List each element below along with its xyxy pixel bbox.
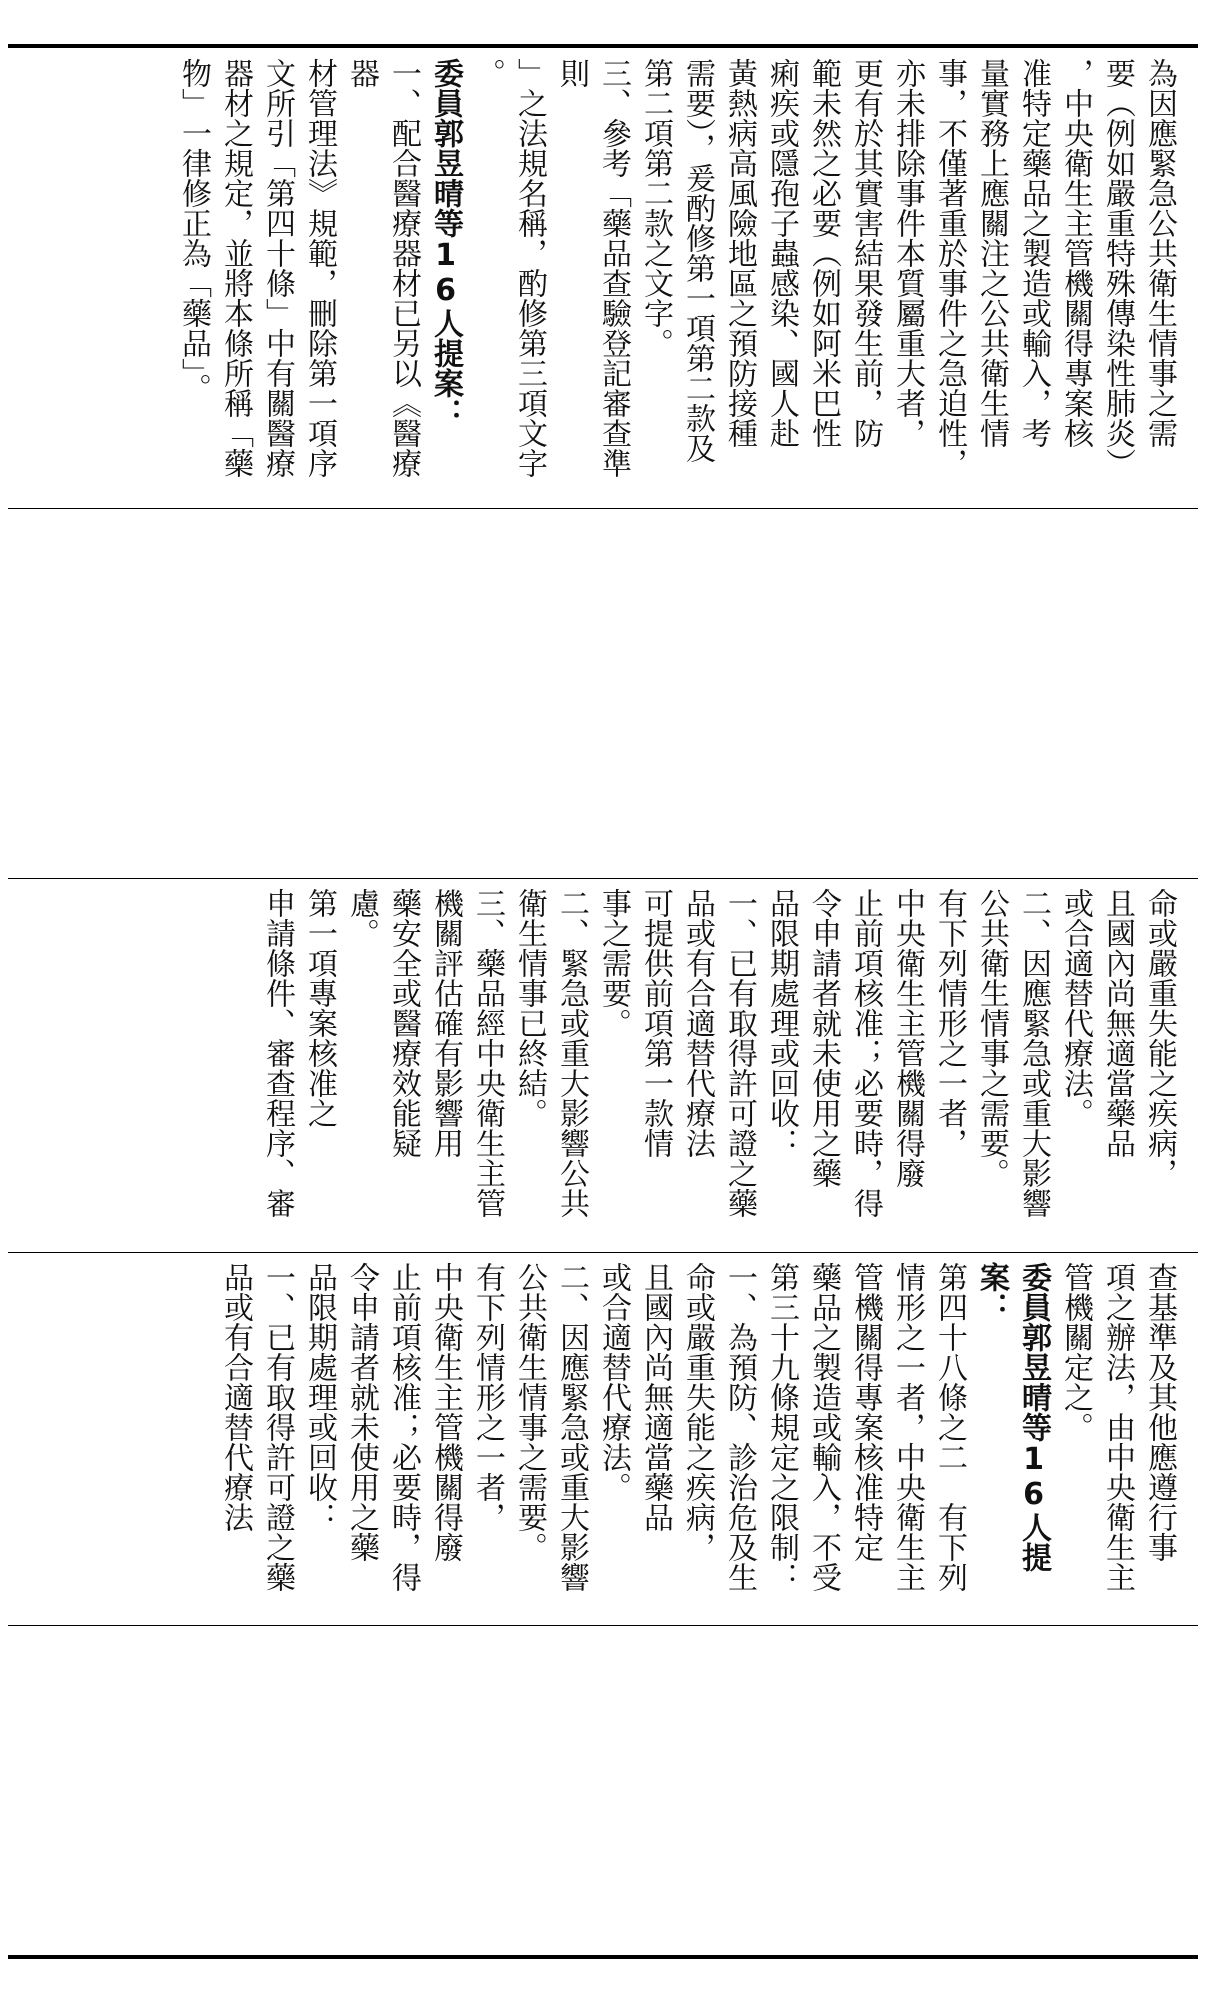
middle-upper-article-column: [30, 888, 1180, 1244]
text-line: 公共衛生情事之需要。: [974, 888, 1009, 1188]
text-line: 亦未排除事件本質屬重大者，: [890, 58, 925, 448]
top-thick-rule: [8, 44, 1198, 48]
text-line: 二、因應緊急或重大影響: [1016, 888, 1051, 1218]
middle-panel-top-rule: [8, 878, 1198, 879]
text-line: 一、為預防、診治危及生: [722, 1262, 757, 1592]
middle-lower-article-column: [30, 1262, 1180, 1618]
text-line: 二、因應緊急或重大影響: [554, 1262, 589, 1592]
text-line: 範未然之必要（例如阿米巴性: [806, 58, 841, 448]
text-line: 管機關得專案核准特定: [848, 1262, 883, 1562]
text-line: 事，不僅著重於事件之急迫性，: [932, 58, 967, 478]
text-line: 止前項核准；必要時，得: [386, 1262, 421, 1592]
top-explanation-column: [30, 58, 1180, 500]
text-line: 要（例如嚴重特殊傳染性肺炎）: [1100, 58, 1135, 478]
text-line: 令申請者就未使用之藥: [806, 888, 841, 1188]
text-line: 衛生情事已終結。: [512, 888, 547, 1128]
text-line: 痢疾或隱孢子蟲感染、國人赴: [764, 58, 799, 448]
text-line: 黃熱病高風險地區之預防接種: [722, 58, 757, 448]
text-line: 文所引「第四十條」中有關醫療: [260, 58, 295, 478]
text-line: 第一項專案核准之: [302, 888, 337, 1128]
text-line: 慮。: [344, 888, 379, 948]
text-line: 項之辦法，由中央衛生主: [1100, 1262, 1135, 1592]
text-line: 或合適替代療法。: [1058, 888, 1093, 1128]
text-line: 准特定藥品之製造或輸入，考: [1016, 58, 1051, 448]
text-line: 或合適替代療法。: [596, 1262, 631, 1502]
top-panel-bottom-rule: [8, 508, 1198, 509]
text-line: 三、參考「藥品查驗登記審查準則: [554, 58, 631, 478]
text-line: 三、藥品經中央衛生主管: [470, 888, 505, 1218]
text-line: 藥安全或醫療效能疑: [386, 888, 421, 1158]
text-line: 可提供前項第一款情: [638, 888, 673, 1158]
text-line: 申請條件、審查程序、審: [260, 888, 295, 1218]
text-line: 。: [470, 58, 505, 88]
text-line: 量實務上應關注之公共衛生情: [974, 58, 1009, 448]
text-line: 查基準及其他應遵行事: [1142, 1262, 1177, 1562]
text-line: 中央衛生主管機關得廢: [428, 1262, 463, 1562]
middle-panel-divider-rule: [8, 1252, 1198, 1253]
text-line: 品或有合適替代療法: [218, 1262, 253, 1532]
text-line: 機關評估確有影響用: [428, 888, 463, 1158]
text-line: 一、已有取得許可證之藥: [722, 888, 757, 1218]
text-line: 第二項第二款之文字。: [638, 58, 673, 358]
text-line: 中央衛生主管機關得廢: [890, 888, 925, 1188]
middle-panel-bottom-rule: [8, 1625, 1198, 1626]
text-line: 為因應緊急公共衛生情事之需: [1142, 58, 1177, 448]
text-line: 第三十九條規定之限制：: [764, 1262, 799, 1592]
text-line: 且國內尚無適當藥品: [1100, 888, 1135, 1158]
text-line: 物」一律修正為「藥品」。: [176, 58, 211, 403]
proposal-heading: 委員郭昱晴等16人提案：: [428, 58, 463, 428]
text-line: 需要），爰酌修第一項第二款及: [680, 58, 715, 463]
text-line: 第四十八條之二 有下列: [932, 1262, 967, 1592]
text-line: ，中央衛生主管機關得專案核: [1058, 58, 1093, 448]
text-line: 一、已有取得許可證之藥: [260, 1262, 295, 1592]
text-line: 品或有合適替代療法: [680, 888, 715, 1158]
text-line: 命或嚴重失能之疾病，: [680, 1262, 715, 1562]
text-line: 止前項核准；必要時，得: [848, 888, 883, 1218]
text-line: 管機關定之。: [1058, 1262, 1093, 1442]
text-line: 品限期處理或回收：: [764, 888, 799, 1158]
text-line: 藥品之製造或輸入，不受: [806, 1262, 841, 1592]
text-line: 有下列情形之一者，: [470, 1262, 505, 1532]
text-line: 令申請者就未使用之藥: [344, 1262, 379, 1562]
text-line: 有下列情形之一者，: [932, 888, 967, 1158]
text-line: 品限期處理或回收：: [302, 1262, 337, 1532]
proposal-heading: 委員郭昱晴等16人提案：: [974, 1262, 1051, 1572]
text-line: 一、配合醫療器材已另以《醫療器: [344, 58, 421, 478]
text-line: 公共衛生情事之需要。: [512, 1262, 547, 1562]
text-line: 二、緊急或重大影響公共: [554, 888, 589, 1218]
text-line: 材管理法》規範，刪除第一項序: [302, 58, 337, 478]
text-line: 」之法規名稱，酌修第三項文字: [512, 58, 547, 478]
text-line: 事之需要。: [596, 888, 631, 1038]
bottom-thick-rule: [8, 1955, 1198, 1959]
text-line: 更有於其實害結果發生前，防: [848, 58, 883, 448]
text-line: 器材之規定，並將本條所稱「藥: [218, 58, 253, 478]
text-line: 命或嚴重失能之疾病，: [1142, 888, 1177, 1188]
text-line: 且國內尚無適當藥品: [638, 1262, 673, 1532]
text-line: 情形之一者，中央衛生主: [890, 1262, 925, 1592]
